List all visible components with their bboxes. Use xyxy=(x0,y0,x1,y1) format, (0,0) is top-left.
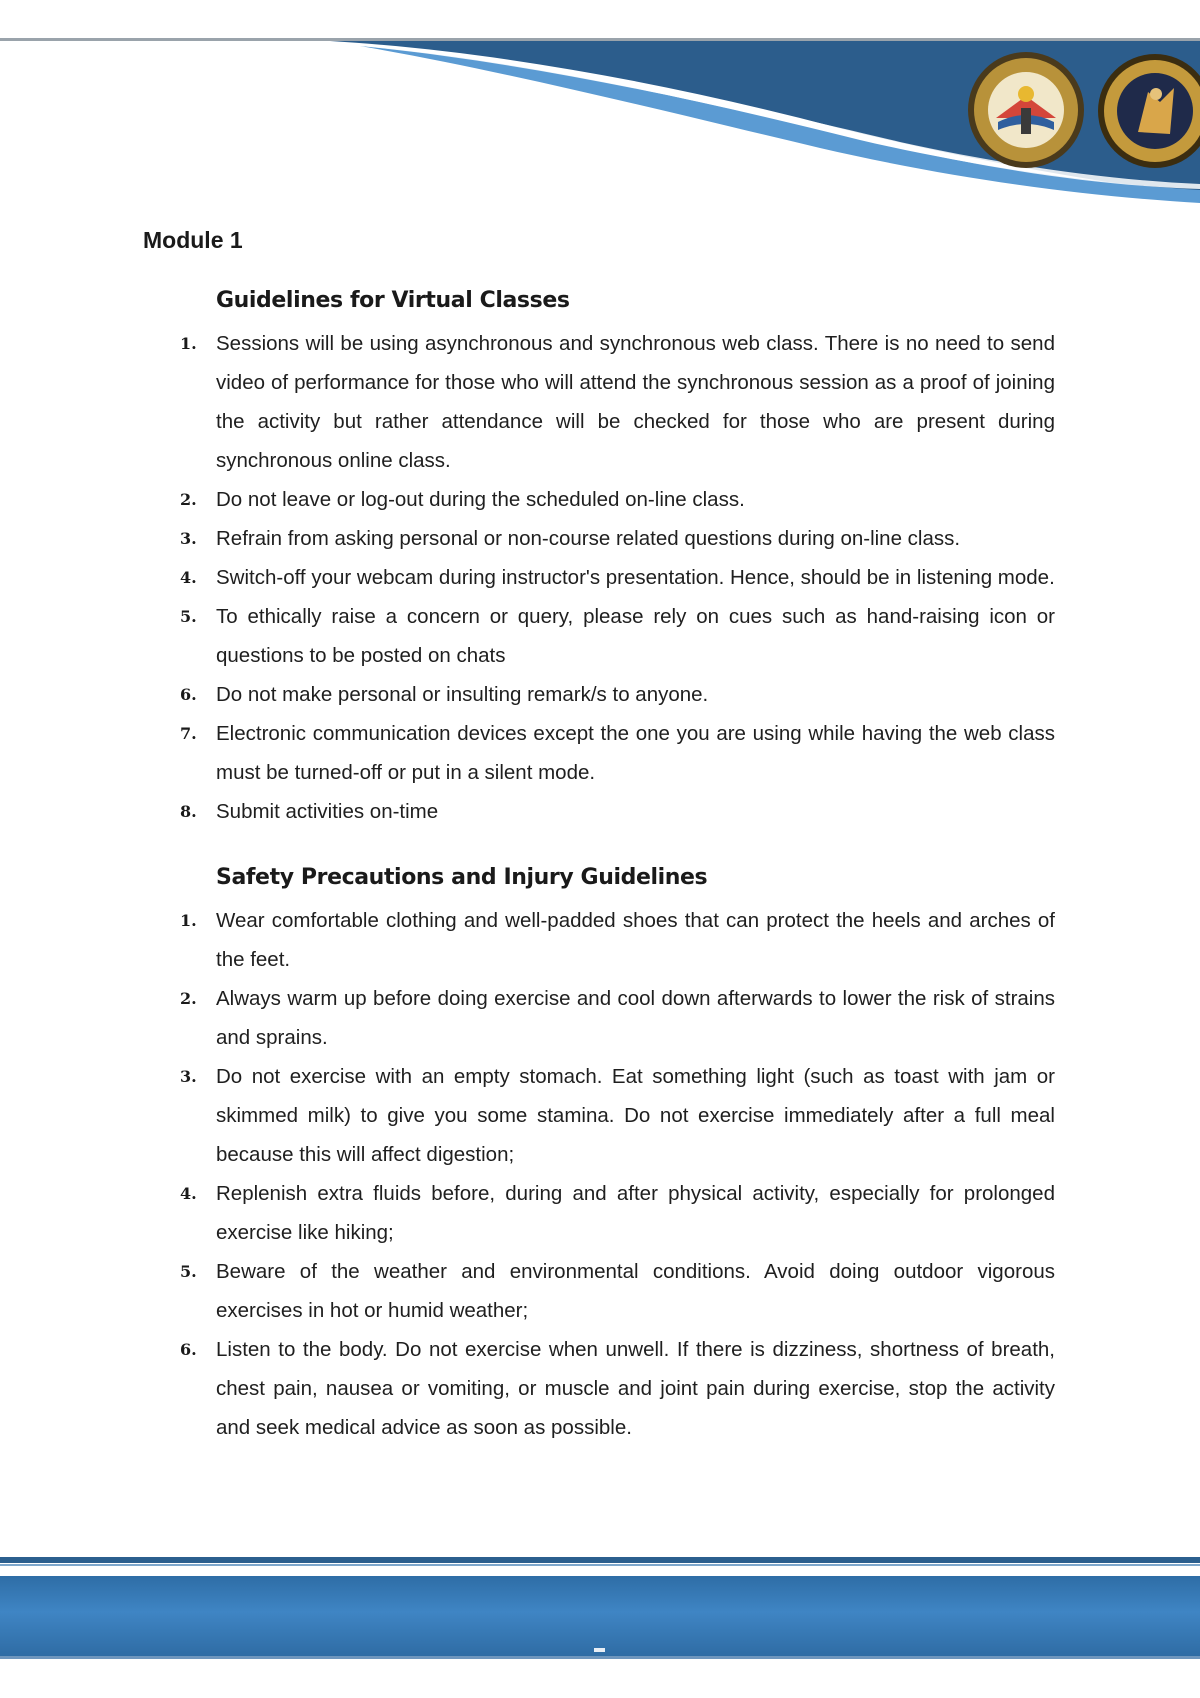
list-item xyxy=(143,901,1055,979)
list-item xyxy=(143,480,1055,519)
virtual-classes-list xyxy=(143,324,1055,831)
list-item-number: 6. xyxy=(180,1340,197,1359)
footer-rule xyxy=(0,1557,1200,1563)
list-item xyxy=(143,1252,1055,1330)
list-item-number: 6. xyxy=(180,685,197,704)
list-item xyxy=(143,1330,1055,1447)
list-item-number: 2. xyxy=(180,989,197,1008)
list-item-text: Do not exercise with an empty stomach. Eat something light (such as toast with jam or skimmed milk) to give you some stamina. Do not exercise immediately after a full meal because this will affect digestion; xyxy=(216,1065,1055,1166)
university-seal-left xyxy=(966,50,1086,170)
list-item xyxy=(143,714,1055,792)
list-item xyxy=(143,792,1055,831)
list-item-text: Do not make personal or insulting remark/s to anyone. xyxy=(216,683,709,706)
footer-page-mark xyxy=(594,1648,605,1652)
list-item-number: 1. xyxy=(180,334,197,353)
list-item-number: 5. xyxy=(180,1262,197,1281)
list-item-number: 2. xyxy=(180,490,197,509)
list-item-text: Listen to the body. Do not exercise when unwell. If there is dizziness, shortness of breath, chest pain, nausea or vomiting, or muscle and joint pain during exercise, stop the activity and seek medical advice as soon as possible. xyxy=(216,1338,1055,1439)
list-item-text: Wear comfortable clothing and well-padded shoes that can protect the heels and arches of the feet. xyxy=(216,909,1055,971)
list-item-number: 3. xyxy=(180,529,197,548)
list-item xyxy=(143,1057,1055,1174)
safety-heading: Safety Precautions and Injury Guidelines xyxy=(216,865,708,890)
list-item-text: Do not leave or log-out during the scheduled on-line class. xyxy=(216,488,745,511)
list-item-number: 1. xyxy=(180,911,197,930)
list-item-number: 7. xyxy=(180,724,197,743)
footer-band xyxy=(0,1576,1200,1656)
list-item-text: Always warm up before doing exercise and cool down afterwards to lower the risk of strains and sprains. xyxy=(216,987,1055,1049)
list-item-number: 4. xyxy=(180,1184,197,1203)
footer-bottom-rule xyxy=(0,1656,1200,1659)
list-item-text: Beware of the weather and environmental conditions. Avoid doing outdoor vigorous exercises in hot or humid weather; xyxy=(216,1260,1055,1322)
virtual-classes-heading: Guidelines for Virtual Classes xyxy=(216,288,570,313)
footer-rule-light xyxy=(0,1564,1200,1566)
list-item xyxy=(143,597,1055,675)
list-item xyxy=(143,1174,1055,1252)
list-item-text: Refrain from asking personal or non-course related questions during on-line class. xyxy=(216,527,961,550)
list-item-number: 5. xyxy=(180,607,197,626)
list-item-text: To ethically raise a concern or query, please rely on cues such as hand-raising icon or questions to be posted on chats xyxy=(216,605,1055,667)
list-item-number: 3. xyxy=(180,1067,197,1086)
list-item xyxy=(143,558,1055,597)
safety-list xyxy=(143,901,1055,1447)
list-item-number: 4. xyxy=(180,568,197,587)
list-item-text: Switch-off your webcam during instructor's presentation. Hence, should be in listening mode. xyxy=(216,566,1055,589)
list-item-text: Sessions will be using asynchronous and synchronous web class. There is no need to send video of performance for those who will attend the synchronous session as a proof of joining the activity but rather attendance will be checked for those who are present during synchronous online class. xyxy=(216,332,1055,472)
document-body xyxy=(143,220,1055,1447)
list-item-text: Submit activities on-time xyxy=(216,800,439,823)
list-item-number: 8. xyxy=(180,802,197,821)
list-item xyxy=(143,519,1055,558)
module-title: Module 1 xyxy=(143,227,243,253)
list-item xyxy=(143,979,1055,1057)
list-item-text: Replenish extra fluids before, during and after physical activity, especially for prolonged exercise like hiking; xyxy=(216,1182,1055,1244)
list-item xyxy=(143,675,1055,714)
college-seal-right xyxy=(1096,52,1200,170)
list-item xyxy=(143,324,1055,480)
list-item-text: Electronic communication devices except the one you are using while having the web class must be turned-off or put in a silent mode. xyxy=(216,722,1055,784)
